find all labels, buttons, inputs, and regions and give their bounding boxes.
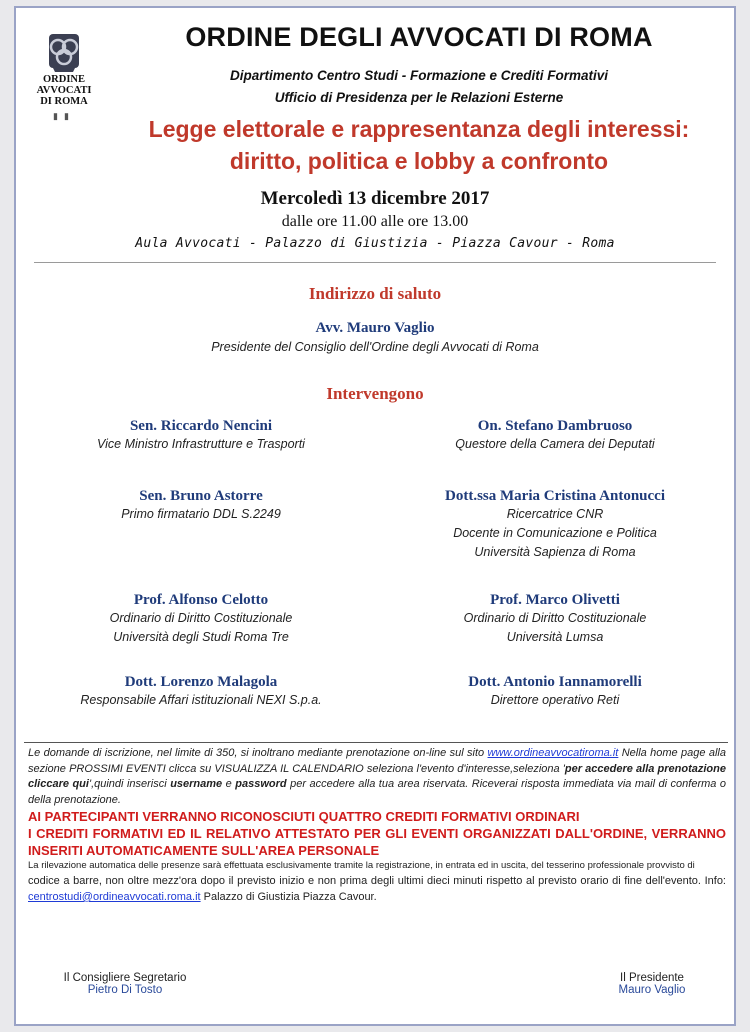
- flyer-page: [14, 6, 736, 1026]
- registration-paragraph: Le domande di iscrizione, nel limite di 350, si inoltrano mediante prenotazione on-line sul sito www.ordineavvocatiroma.it Nella home page alla sezione PROSSIMI EVENTI clicca su VISUALIZZA IL CALENDARIO seleziona l'evento d'interesse,seleziona 'per accedere alla prenotazione cliccare qui',quindi inserisci username e password per accedere alla tua area riservata. Riceverai risposta immediata via mail di conferma o della prenotazione.: [28, 747, 727, 806]
- speaker-name: Dott. Antonio Iannamorelli: [468, 674, 642, 690]
- registration-notice: [28, 746, 726, 905]
- speakers-heading: Intervengono: [326, 384, 424, 403]
- attendance-note-2: codice a barre, non oltre mezz'ora dopo il previsto inizio e non prima degli ultimi dieci minuti rispetto al previsto orario di fine dell'evento. Info: centrostudi@ordineavvocati.roma.it Palazzo di Giustizia Piazza Cavour.: [28, 875, 726, 903]
- speaker-role: Università Sapienza di Roma: [474, 545, 636, 559]
- attestation-notice: I CREDITI FORMATIVI ED IL RELATIVO ATTESTATO PER GLI EVENTI ORGANIZZATI DALL'ORDINE, VERRANNO INSERITI AUTOMATICAMENTE SULL'AREA PERSONALE: [28, 826, 726, 858]
- logo: [32, 30, 96, 122]
- speaker-role: Ricercatrice CNR: [506, 507, 604, 521]
- speaker-astorre: [36, 488, 366, 524]
- org-title: ORDINE DEGLI AVVOCATI DI ROMA: [185, 22, 653, 52]
- event-time: dalle ore 11.00 alle ore 13.00: [281, 213, 469, 230]
- speaker-name: Prof. Alfonso Celotto: [133, 592, 269, 608]
- department-line: Dipartimento Centro Studi - Formazione e Crediti Formativi: [229, 68, 609, 83]
- speaker-role: Docente in Comunicazione e Politica: [453, 526, 657, 540]
- event-date: Mercoledì 13 dicembre 2017: [260, 188, 490, 209]
- speaker-role: Università degli Studi Roma Tre: [113, 630, 289, 644]
- pillars-icon: ▮▮: [53, 111, 75, 121]
- speaker-name: On. Stefano Dambruoso: [477, 418, 633, 434]
- speaker-name: Sen. Riccardo Nencini: [129, 418, 273, 434]
- credits-notice: AI PARTECIPANTI VERRANNO RICONOSCIUTI QUATTRO CREDITI FORMATIVI ORDINARI: [28, 809, 580, 824]
- speaker-role: Ordinario di Diritto Costituzionale: [463, 611, 647, 625]
- event-title-line-1: Legge elettorale e rappresentanza degli interessi:: [148, 116, 690, 142]
- logo-line-1: ORDINE: [42, 74, 85, 85]
- speaker-role: Questore della Camera dei Deputati: [455, 437, 655, 451]
- speaker-dambruoso: [390, 418, 720, 454]
- speaker-antonucci: [390, 488, 720, 562]
- speaker-role: Ordinario di Diritto Costituzionale: [109, 611, 293, 625]
- divider: [24, 742, 728, 743]
- speaker-name: Sen. Bruno Astorre: [139, 488, 263, 504]
- signature-president: [592, 972, 712, 996]
- email-link[interactable]: centrostudi@ordineavvocati.roma.it: [28, 891, 201, 903]
- greeting-heading: Indirizzo di saluto: [308, 284, 442, 303]
- ordine-emblem-icon: [43, 30, 85, 74]
- logo-line-3: DI ROMA: [40, 96, 88, 107]
- event-title-line-2: diritto, politica e lobby a confronto: [229, 148, 609, 174]
- speaker-role: Primo firmatario DDL S.2249: [121, 507, 281, 521]
- site-link[interactable]: www.ordineavvocatiroma.it: [487, 747, 619, 759]
- speaker-name: Dott. Lorenzo Malagola: [124, 674, 278, 690]
- office-line: Ufficio di Presidenza per le Relazioni Esterne: [274, 90, 564, 105]
- speaker-malagola: [36, 674, 366, 710]
- signature-name: Pietro Di Tosto: [87, 984, 163, 996]
- speaker-role: Università Lumsa: [506, 630, 604, 644]
- signature-secretary: [50, 972, 200, 996]
- speaker-celotto: [36, 592, 366, 647]
- speaker-name: Prof. Marco Olivetti: [490, 592, 620, 608]
- signature-role: Il Presidente: [620, 972, 684, 984]
- divider: [34, 262, 716, 263]
- greeting-name: Avv. Mauro Vaglio: [315, 320, 435, 336]
- speaker-nencini: [36, 418, 366, 454]
- speaker-name: Dott.ssa Maria Cristina Antonucci: [445, 488, 665, 504]
- greeting-role: Presidente del Consiglio dell'Ordine degli Avvocati di Roma: [211, 340, 539, 354]
- attendance-note-1: La rilevazione automatica delle presenze sarà effettuata esclusivamente tramite la registrazione, in entrata ed in uscita, del tesserino professionale provvisto di: [28, 860, 695, 871]
- event-place: Aula Avvocati - Palazzo di Giustizia - Piazza Cavour - Roma: [135, 236, 615, 251]
- logo-line-2: AVVOCATI: [36, 85, 92, 96]
- speaker-iannamorelli: [390, 674, 720, 710]
- signature-name: Mauro Vaglio: [618, 984, 686, 996]
- speaker-role: Vice Ministro Infrastrutture e Trasporti: [97, 437, 305, 451]
- speaker-olivetti: [390, 592, 720, 647]
- speaker-role: Responsabile Affari istituzionali NEXI S.p.a.: [80, 693, 322, 707]
- speaker-role: Direttore operativo Reti: [490, 693, 620, 707]
- signature-role: Il Consigliere Segretario: [63, 972, 187, 984]
